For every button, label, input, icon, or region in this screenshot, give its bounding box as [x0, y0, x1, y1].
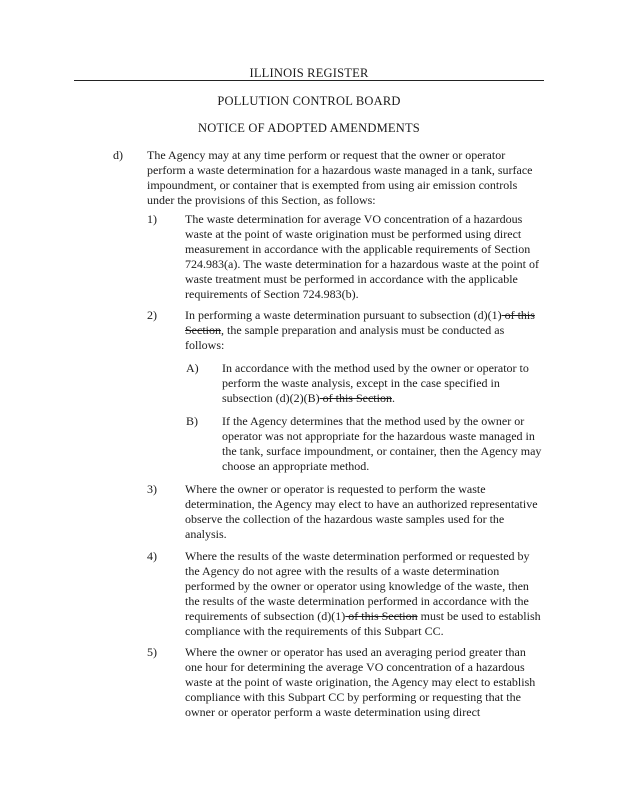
paragraph-d-line: The Agency may at any time perform or request that the owner or operator	[147, 148, 506, 162]
item-2b-line: choose an appropriate method.	[222, 459, 370, 473]
item-4-label: 4)	[147, 549, 157, 563]
board-title: POLLUTION CONTROL BOARD	[217, 94, 401, 108]
item-5-line: compliance with this Subpart CC by performing or requesting that the	[185, 690, 521, 704]
struck-text: Section	[185, 323, 221, 337]
item-2b-line: operator was not appropriate for the hazardous waste managed in	[222, 429, 535, 443]
item-4-line: compliance with the requirements of this Subpart CC.	[185, 624, 444, 638]
item-1-line: requirements of Section 724.983(b).	[185, 287, 359, 301]
paragraph-d-line: under the provisions of this Section, as follows:	[147, 193, 376, 207]
struck-text: of this Section	[319, 391, 392, 405]
item-2-line	[185, 308, 547, 323]
item-2-text-run: In performing a waste determination pursuant to subsection (d)(1)	[185, 308, 502, 322]
item-5-line: one hour for determining the average VO concentration of a hazardous	[185, 660, 525, 674]
paragraph-d-text	[147, 148, 553, 208]
item-4-line: performed by the owner or operator using knowledge of the waste, then	[185, 579, 529, 593]
item-2-text	[185, 308, 547, 353]
item-1-line: The waste determination for average VO concentration of a hazardous	[185, 212, 523, 226]
item-4-text-run: must be used to establish	[417, 609, 541, 623]
paragraph-d-line: impoundment, or container that is exempted from using air emission controls	[147, 178, 518, 192]
item-1-line: 724.983(a). The waste determination for a hazardous waste at the point of	[185, 257, 539, 271]
item-4-line: the results of the waste determination performed in accordance with the	[185, 594, 529, 608]
item-5-text	[185, 645, 547, 720]
item-1-line: waste at the point of waste origination must be performed using direct	[185, 227, 522, 241]
header-rule	[74, 80, 544, 81]
item-3-text	[185, 482, 547, 542]
item-2-line	[185, 323, 547, 338]
item-2-text-run: , the sample preparation and analysis must be conducted as	[221, 323, 505, 337]
item-2b-line: the tank, surface impoundment, or container, then the Agency may	[222, 444, 542, 458]
item-3-line: observe the collection of the hazardous waste samples used for the	[185, 512, 505, 526]
item-3-line: determination, the Agency may elect to have an authorized representative	[185, 497, 538, 511]
item-3-label: 3)	[147, 482, 157, 496]
item-4-text-run: requirements of subsection (d)(1)	[185, 609, 346, 623]
item-3-line: analysis.	[185, 527, 227, 541]
item-1-text	[185, 212, 547, 302]
paragraph-d-label: d)	[113, 148, 123, 162]
item-1-label: 1)	[147, 212, 157, 226]
struck-text: of this Section	[345, 609, 418, 623]
register-title: ILLINOIS REGISTER	[249, 66, 369, 80]
item-4-line: Where the results of the waste determination performed or requested by	[185, 549, 530, 563]
item-2a-label: A)	[186, 361, 199, 375]
struck-text: of this	[501, 308, 535, 322]
item-2b-text	[222, 414, 546, 474]
item-2a-text	[222, 361, 546, 406]
item-5-line: owner or operator perform a waste determination using direct	[185, 705, 481, 719]
item-2b-line: If the Agency determines that the method used by the owner or	[222, 414, 525, 428]
item-5-label: 5)	[147, 645, 157, 659]
item-5-line: waste at the point of waste origination, the Agency may elect to establish	[185, 675, 536, 689]
item-2a-line: In accordance with the method used by the owner or operator to	[222, 361, 529, 375]
item-2a-line	[222, 391, 546, 406]
item-1-line: waste treatment must be performed in accordance with the applicable	[185, 272, 518, 286]
item-2a-text-run: subsection (d)(2)(B)	[222, 391, 320, 405]
item-4-line	[185, 609, 547, 624]
item-4-text	[185, 549, 547, 639]
item-2a-line: perform the waste analysis, except in the case specified in	[222, 376, 500, 390]
paragraph-d-line: perform a waste determination for a hazardous waste managed in a tank, surface	[147, 163, 533, 177]
item-2a-text-run: .	[391, 391, 395, 405]
item-5-line: Where the owner or operator has used an averaging period greater than	[185, 645, 526, 659]
notice-title: NOTICE OF ADOPTED AMENDMENTS	[198, 121, 420, 135]
item-1-line: measurement in accordance with the applicable requirements of Section	[185, 242, 531, 256]
item-3-line: Where the owner or operator is requested to perform the waste	[185, 482, 486, 496]
item-2-line: follows:	[185, 338, 225, 352]
item-4-line: the Agency do not agree with the results of a waste determination	[185, 564, 500, 578]
item-2b-label: B)	[186, 414, 198, 428]
item-2-label: 2)	[147, 308, 157, 322]
